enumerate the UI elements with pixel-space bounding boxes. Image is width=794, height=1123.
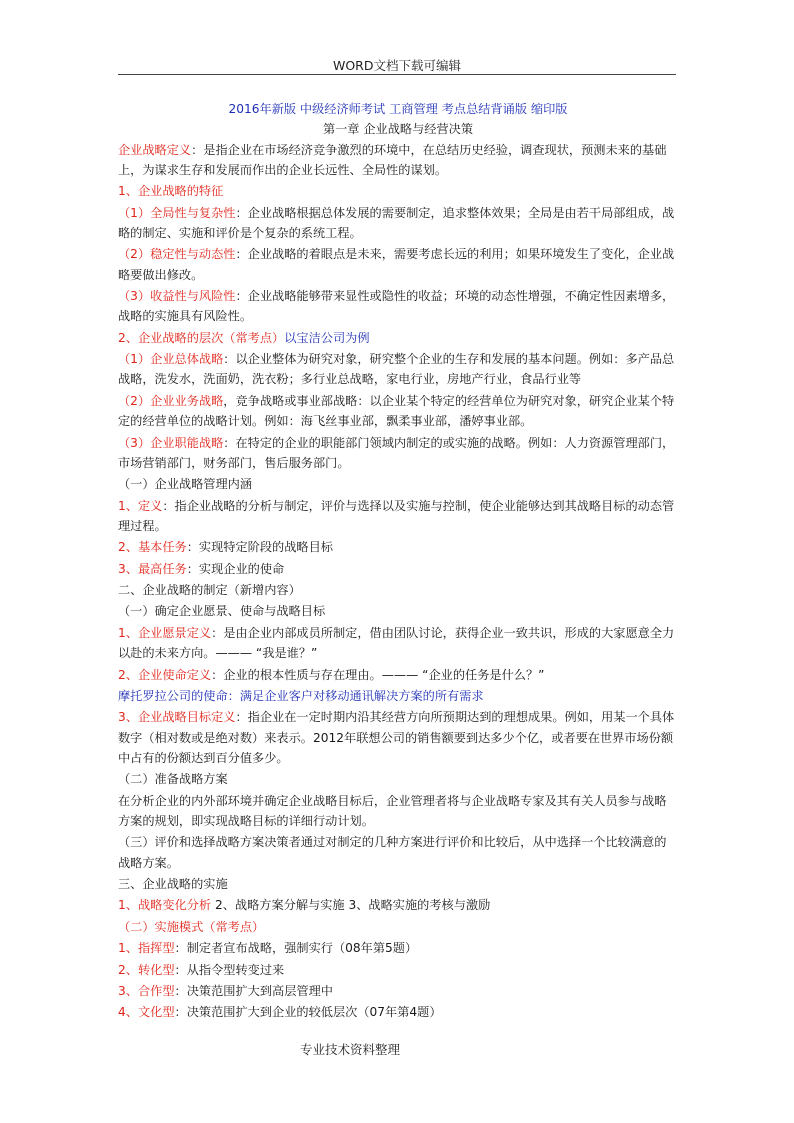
paragraph — [118, 391, 678, 432]
paragraph — [118, 981, 678, 1001]
paragraph-text: ：制定者宣布战略，强制实行（08年第5题） — [174, 941, 418, 956]
paragraph — [118, 537, 678, 557]
paragraph-text: ：决策范围扩大到高层管理中 — [174, 984, 333, 998]
paragraph-lead: 1、定义 — [118, 498, 163, 513]
paragraph-text: （二）准备战略方案 — [118, 772, 228, 787]
paragraph-text: （一）企业战略管理内涵 — [118, 477, 253, 492]
paragraph-text: 在分析企业的内外部环境并确定企业战略目标后，企业管理者将与企业战略专家及其有关人员参与战略方案的规划，即实现战略目标的详细行动计划。 — [118, 793, 667, 828]
paragraph — [118, 349, 678, 390]
paragraph-lead: 3、最高任务 — [118, 561, 187, 576]
paragraph-text: ：是指企业在市场经济竞争激烈的环境中，在总结历史经验，调查现状，预测未来的基础上，为谋求生存和发展而作出的企业长远性、全局性的谋划。 — [118, 142, 667, 177]
paragraph-lead: 企业战略定义 — [118, 142, 192, 157]
paragraph-lead: 2、企业战略的层次（常考点） — [118, 330, 285, 345]
paragraph — [118, 686, 678, 706]
paragraph-text: ：实现企业的使命 — [186, 561, 285, 576]
paragraph — [118, 433, 678, 474]
document-title: 2016年新版 中级经济师考试 工商管理 考点总结背诵版 缩印版 — [228, 102, 568, 116]
paragraph-lead: （3）企业职能战略 — [118, 435, 224, 450]
page-footer: 专业技术资料整理 — [299, 1042, 400, 1057]
paragraph — [118, 580, 678, 600]
paragraph-lead: 3、企业战略目标定义 — [118, 710, 236, 725]
paragraph — [118, 474, 678, 494]
paragraph-text: ：指企业战略的分析与制定，评价与选择以及实施与控制，使企业能够达到其战略目标的动态管理过程。 — [118, 498, 675, 533]
paragraph — [118, 832, 678, 873]
paragraph-lead: 2、企业使命定义 — [118, 667, 212, 682]
paragraph — [118, 623, 678, 664]
paragraph — [118, 140, 678, 181]
paragraph — [118, 328, 678, 348]
chapter-heading: 第一章 企业战略与经营决策 — [322, 122, 474, 137]
paragraph — [118, 496, 678, 537]
paragraph-lead: 1、企业战略的特征 — [118, 184, 224, 199]
paragraph — [118, 791, 678, 832]
paragraph-text: ：企业战略能够带来显性或隐性的收益；环境的动态性增强，不确定性因素增多，战略的实施具有风险性。 — [118, 289, 675, 324]
header-divider — [118, 74, 676, 75]
paragraph-text: ：实现特定阶段的战略目标 — [186, 540, 333, 555]
paragraph-lead: 3、合作型 — [118, 984, 175, 998]
paragraph-text: （三）评价和选择战略方案决策者通过对制定的几种方案进行评价和比较后，从中选择一个比较满意的战略方案。 — [118, 835, 667, 870]
paragraph-text: ：是由企业内部成员所制定，借由团队讨论，获得企业一致共识，形成的大家愿意全力以赴的未来方向。——— “我是谁？” — [118, 625, 675, 661]
paragraph-text: ，竞争战略或事业部战略：以企业某个特定的经营单位为研究对象，研究企业某个特定的经营单位的战略计划。例如：海飞丝事业部，飘柔事业部，潘婷事业部。 — [118, 393, 675, 429]
paragraph — [118, 665, 678, 685]
paragraph-text: 2、战略方案分解与实施 3、战略实施的考核与激励 — [211, 898, 491, 913]
paragraph-text: 二、企业战略的制定（新增内容） — [118, 583, 301, 598]
paragraph-text: ：企业的根本性质与存在理由。——— “企业的任务是什么？” — [211, 667, 545, 682]
paragraph-text: ：企业战略的着眼点是未来，需要考虑长远的利用；如果环境发生了变化，企业战略要做出修改。 — [118, 247, 675, 282]
paragraph — [118, 559, 678, 579]
paragraph — [118, 874, 678, 894]
paragraph — [118, 960, 678, 980]
page-header: WORD文档下载可编辑 — [332, 58, 461, 73]
paragraph — [118, 769, 678, 789]
paragraph — [118, 895, 678, 915]
paragraph-lead: （2）稳定性与动态性 — [118, 247, 236, 262]
paragraph-lead: 1、企业愿景定义 — [118, 625, 212, 640]
paragraph — [118, 286, 678, 327]
paragraph-text: 三、企业战略的实施 — [118, 877, 228, 892]
paragraph-lead: （3）收益性与风险性 — [118, 289, 236, 304]
paragraph-text: ：指企业在一定时期内沿其经营方向所预期达到的理想成果。例如，用某一个具体数字（相对数或是绝对数）来表示。2012年联想公司的销售额要到达多少个亿，或者要在世界市场份额中占有的份额达到百分值多少。 — [118, 710, 675, 765]
paragraph-lead: （2）企业业务战略 — [118, 393, 224, 408]
paragraph — [118, 203, 678, 244]
paragraph — [118, 917, 678, 937]
paragraph-lead: 2、转化型 — [118, 962, 175, 977]
paragraph-lead: （1）全局性与复杂性 — [118, 205, 236, 220]
paragraph-lead: 1、指挥型 — [118, 941, 175, 956]
paragraph-list — [118, 140, 678, 1023]
paragraph-text: ：以企业整体为研究对象，研究整个企业的生存和发展的基本问题。例如：多产品总战略，洗发水，洗面奶，洗衣粉；多行业总战略，家电行业，房地产行业，食品行业等 — [118, 352, 675, 387]
paragraph-lead: 1、战略变化分析 — [118, 898, 212, 913]
document-body — [118, 99, 678, 1024]
paragraph — [118, 1002, 678, 1022]
paragraph — [118, 707, 678, 768]
paragraph-text: ：决策范围扩大到企业的较低层次（07年第4题） — [174, 1005, 442, 1020]
paragraph-text: （一）确定企业愿景、使命与战略目标 — [118, 604, 326, 619]
paragraph — [118, 601, 678, 621]
paragraph-lead: （二）实施模式（常考点） — [118, 919, 265, 934]
paragraph-text: ：在特定的企业的职能部门领域内制定的或实施的战略。例如：人力资源管理部门，市场营销部门，财务部门，售后服务部门。 — [118, 435, 675, 470]
paragraph — [118, 244, 678, 285]
paragraph-text: ：从指令型转变过来 — [174, 962, 285, 977]
paragraph — [118, 938, 678, 958]
paragraph-lead: 4、文化型 — [118, 1005, 175, 1020]
paragraph-lead: 2、基本任务 — [118, 540, 187, 555]
paragraph-text: ：企业战略根据总体发展的需要制定，追求整体效果；全局是由若干局部组成，战略的制定、实施和评价是个复杂的系统工程。 — [118, 205, 675, 240]
paragraph — [118, 181, 678, 201]
paragraph-note: 以宝洁公司为例 — [284, 330, 370, 345]
paragraph-lead: （1）企业总体战略 — [118, 352, 224, 367]
paragraph-lead: 摩托罗拉公司的使命：满足企业客户对移动通讯解决方案的所有需求 — [118, 688, 484, 703]
